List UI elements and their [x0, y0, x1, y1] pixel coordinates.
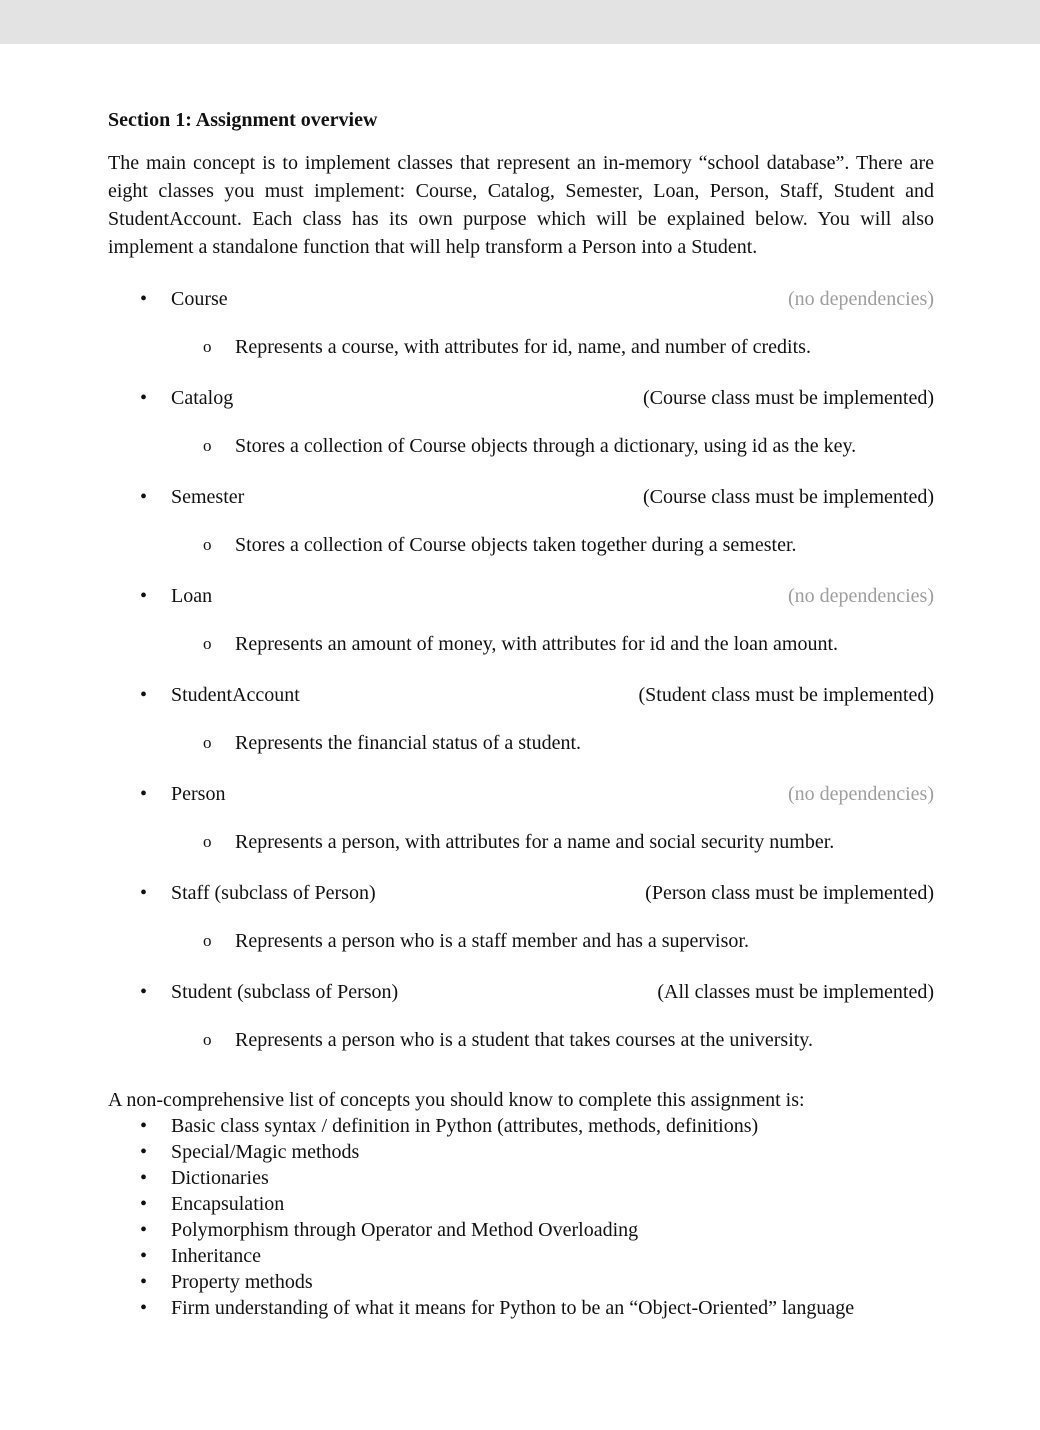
- circle-bullet-icon: o: [203, 535, 212, 554]
- class-description: Stores a collection of Course objects through a dictionary, using id as the key.: [235, 435, 857, 457]
- class-description: Represents the financial status of a student.: [235, 732, 582, 754]
- class-item: [108, 483, 934, 559]
- class-name: Person: [171, 783, 226, 805]
- concept-item: [108, 1295, 934, 1321]
- circle-bullet-icon: o: [203, 1030, 212, 1049]
- class-item: [108, 285, 934, 361]
- class-name: Catalog: [171, 387, 234, 409]
- circle-bullet-icon: o: [203, 337, 212, 356]
- circle-bullet-icon: o: [203, 634, 212, 653]
- bullet-icon: •: [140, 1167, 148, 1189]
- bullet-icon: •: [140, 1271, 148, 1293]
- class-description: Stores a collection of Course objects taken together during a semester.: [235, 534, 797, 556]
- concept-text: Firm understanding of what it means for Python to be an “Object-Oriented” language: [171, 1297, 855, 1319]
- class-description: Represents a person, with attributes for a name and social security number.: [235, 831, 835, 853]
- bullet-icon: •: [140, 684, 148, 706]
- class-description: Represents a course, with attributes for id, name, and number of credits.: [235, 336, 811, 358]
- class-description-row: [108, 531, 934, 559]
- class-row: [108, 285, 934, 313]
- concept-item: [108, 1217, 934, 1243]
- concept-item: [108, 1139, 934, 1165]
- concept-text: Inheritance: [171, 1245, 261, 1267]
- class-description-row: [108, 828, 934, 856]
- class-item: [108, 780, 934, 856]
- concept-list: [108, 1113, 934, 1321]
- class-row: [108, 384, 934, 412]
- class-name: Loan: [171, 585, 213, 607]
- class-name: StudentAccount: [171, 684, 300, 706]
- class-name: Course: [171, 288, 228, 310]
- class-list: [108, 285, 934, 1054]
- class-dependencies: (Course class must be implemented): [642, 486, 934, 508]
- viewer-top-bar: [0, 0, 1040, 44]
- class-item: [108, 384, 934, 460]
- concepts-intro: A non-comprehensive list of concepts you should know to complete this assignment is:: [108, 1089, 805, 1111]
- concept-text: Special/Magic methods: [171, 1141, 360, 1163]
- concept-text: Encapsulation: [171, 1193, 285, 1215]
- class-description-row: [108, 333, 934, 361]
- bullet-icon: •: [140, 1297, 148, 1319]
- concept-item: [108, 1243, 934, 1269]
- concept-item: [108, 1165, 934, 1191]
- concept-item: [108, 1113, 934, 1139]
- class-name: Staff (subclass of Person): [171, 882, 376, 904]
- concept-item: [108, 1191, 934, 1217]
- concept-item: [108, 1269, 934, 1295]
- bullet-icon: •: [140, 1245, 148, 1267]
- class-description: Represents a person who is a staff member and has a supervisor.: [235, 930, 749, 952]
- bullet-icon: •: [140, 1141, 148, 1163]
- class-description: Represents an amount of money, with attributes for id and the loan amount.: [235, 633, 839, 655]
- bullet-icon: •: [140, 486, 148, 508]
- circle-bullet-icon: o: [203, 733, 212, 752]
- class-row: [108, 978, 934, 1006]
- bullet-icon: •: [140, 783, 148, 805]
- bullet-icon: •: [140, 981, 148, 1003]
- bullet-icon: •: [140, 882, 148, 904]
- class-dependencies: (no dependencies): [787, 288, 934, 310]
- class-name: Semester: [171, 486, 245, 508]
- concept-text: Property methods: [171, 1271, 313, 1293]
- class-dependencies: (no dependencies): [787, 585, 934, 607]
- class-description-row: [108, 630, 934, 658]
- class-description-row: [108, 1026, 934, 1054]
- section-title: Section 1: Assignment overview: [108, 109, 378, 131]
- class-row: [108, 780, 934, 808]
- circle-bullet-icon: o: [203, 436, 212, 455]
- class-description-row: [108, 729, 934, 757]
- class-item: [108, 681, 934, 757]
- class-dependencies: (All classes must be implemented): [657, 981, 934, 1003]
- document-page: [108, 107, 934, 1321]
- concept-text: Polymorphism through Operator and Method Overloading: [171, 1219, 639, 1241]
- class-dependencies: (Course class must be implemented): [642, 387, 934, 409]
- class-dependencies: (no dependencies): [787, 783, 934, 805]
- class-item: [108, 978, 934, 1054]
- bullet-icon: •: [140, 387, 148, 409]
- bullet-icon: •: [140, 585, 148, 607]
- class-dependencies: (Person class must be implemented): [645, 882, 934, 904]
- class-row: [108, 582, 934, 610]
- class-row: [108, 681, 934, 709]
- bullet-icon: •: [140, 1219, 148, 1241]
- bullet-icon: •: [140, 1193, 148, 1215]
- class-description-row: [108, 432, 934, 460]
- class-description-row: [108, 927, 934, 955]
- class-item: [108, 879, 934, 955]
- concept-text: Dictionaries: [171, 1167, 269, 1189]
- class-name: Student (subclass of Person): [171, 981, 399, 1003]
- class-item: [108, 582, 934, 658]
- circle-bullet-icon: o: [203, 931, 212, 950]
- class-row: [108, 483, 934, 511]
- concept-text: Basic class syntax / definition in Python (attributes, methods, definitions): [171, 1115, 759, 1137]
- class-dependencies: (Student class must be implemented): [638, 684, 934, 706]
- circle-bullet-icon: o: [203, 832, 212, 851]
- intro-paragraph: The main concept is to implement classes that represent an in-memory “school database”. There are eight classes you must implement: Course, Catalog, Semester, Loan, Person, Staff, Student and StudentAccount. Each class has its own purpose which will be explained below. You will also implement a standalone function that will help transform a Person into a Student.: [108, 152, 934, 258]
- class-description: Represents a person who is a student that takes courses at the university.: [235, 1029, 814, 1051]
- class-row: [108, 879, 934, 907]
- bullet-icon: •: [140, 288, 148, 310]
- bullet-icon: •: [140, 1115, 148, 1137]
